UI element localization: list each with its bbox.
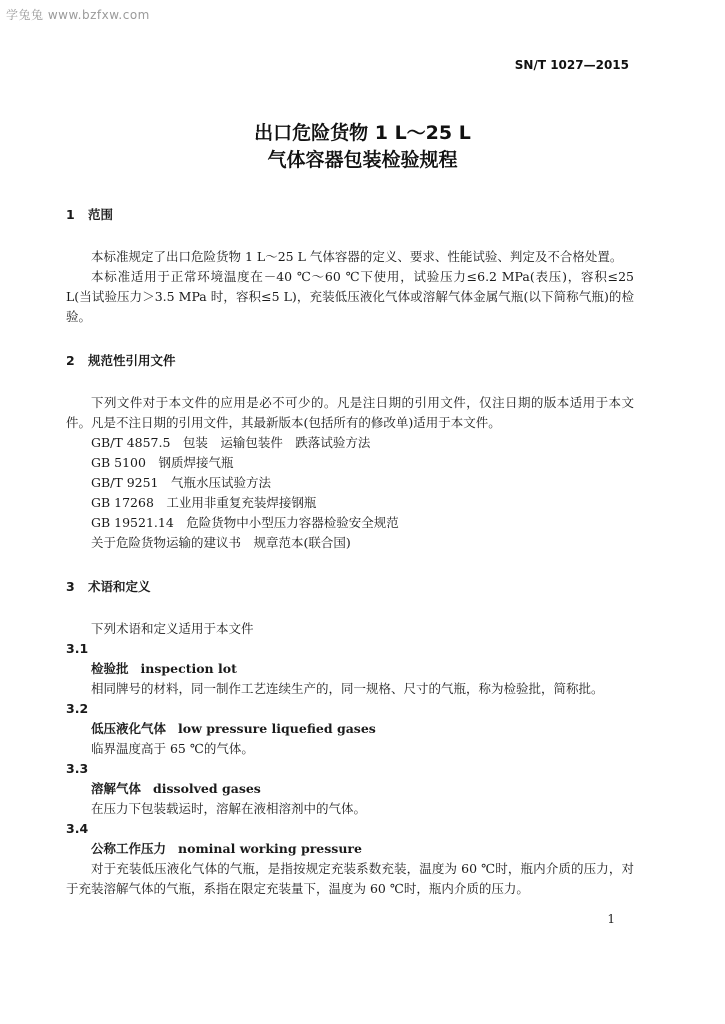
section-number: 3: [66, 579, 75, 594]
section-number: 2: [66, 353, 75, 368]
section-heading-terms: [66, 577, 634, 597]
term-title: [66, 719, 634, 739]
watermark: 学兔兔 www.bzfxw.com: [6, 8, 150, 22]
section-heading-scope: [66, 205, 634, 225]
term-definition: 对于充装低压液化气体的气瓶，是指按规定充装系数充装，温度为 60 ℃时，瓶内介质的压力，对于充装溶解气体的气瓶，系指在限定充装量下，温度为 60 ℃时，瓶内介质的压力。: [66, 861, 634, 896]
term-number: 3.4: [66, 821, 89, 836]
reference-item: GB/T 4857.5 包装 运输包装件 跌落试验方法: [91, 435, 371, 450]
term-number: 3.2: [66, 701, 89, 716]
term-en: low pressure liquefied gases: [178, 721, 376, 736]
section-title: 范围: [88, 207, 114, 222]
section-title: 规范性引用文件: [88, 353, 176, 368]
title-line-2: 气体容器包装检验规程: [267, 149, 458, 171]
reference-item: GB 5100 钢质焊接气瓶: [91, 455, 234, 470]
standard-code: SN/T 1027—2015: [514, 58, 629, 72]
reference-item: 关于危险货物运输的建议书 规章范本(联合国): [91, 535, 351, 550]
term-definition: 在压力下包装载运时，溶解在液相溶剂中的气体。: [91, 801, 367, 816]
term-en: nominal working pressure: [178, 841, 362, 856]
section-heading-normative-references: [66, 351, 634, 371]
paragraph: 本标准规定了出口危险货物 1 L～25 L 气体容器的定义、要求、性能试验、判定及不合格处置。: [91, 249, 623, 264]
term-title: [66, 779, 634, 799]
section-title: 术语和定义: [88, 579, 151, 594]
term-cn: 低压液化气体: [91, 721, 167, 736]
term-cn: 检验批: [91, 661, 129, 676]
paragraph: 下列文件对于本文件的应用是必不可少的。凡是注日期的引用文件，仅注日期的版本适用于本文件。凡是不注日期的引用文件，其最新版本(包括所有的修改单)适用于本文件。: [66, 395, 634, 430]
document-body: [66, 205, 634, 899]
term-definition: 临界温度高于 65 ℃的气体。: [91, 741, 254, 756]
term-number: 3.3: [66, 761, 89, 776]
title-line-1: 出口危险货物 1 L～25 L: [254, 122, 471, 144]
term-en: inspection lot: [140, 661, 237, 676]
document-title: [0, 120, 725, 174]
reference-item: GB 17268 工业用非重复充装焊接钢瓶: [91, 495, 317, 510]
term-number: 3.1: [66, 641, 89, 656]
term-definition: 相同牌号的材料，同一制作工艺连续生产的，同一规格、尺寸的气瓶，称为检验批，简称批。: [91, 681, 604, 696]
term-title: [66, 839, 634, 859]
reference-item: GB/T 9251 气瓶水压试验方法: [91, 475, 272, 490]
term-en: dissolved gases: [153, 781, 261, 796]
paragraph: 本标准适用于正常环境温度在－40 ℃～60 ℃下使用，试验压力≤6.2 MPa(表压)，容积≤25 L(当试验压力＞3.5 MPa 时，容积≤5 L)，充装低压液化气体或溶解气体金属气瓶(以下简称气瓶)的检验。: [66, 269, 634, 324]
paragraph: 下列术语和定义适用于本文件: [91, 621, 254, 636]
page-number: 1: [607, 912, 615, 926]
section-number: 1: [66, 207, 75, 222]
term-cn: 溶解气体: [91, 781, 142, 796]
term-cn: 公称工作压力: [91, 841, 167, 856]
reference-item: GB 19521.14 危险货物中小型压力容器检验安全规范: [91, 515, 399, 530]
term-title: [66, 659, 634, 679]
